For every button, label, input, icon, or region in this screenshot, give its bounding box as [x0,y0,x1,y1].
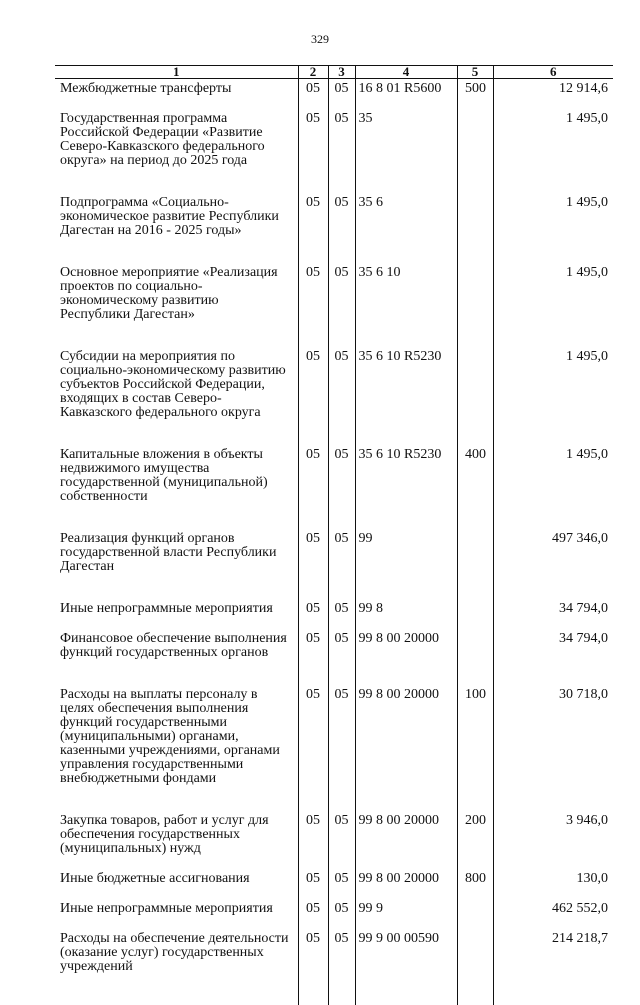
row-subsection: 05 [328,599,355,619]
row-code: 99 8 00 20000 [355,685,457,789]
row-sum: 214 218,7 [493,929,613,977]
row-section: 05 [298,445,328,507]
row-section: 05 [298,599,328,619]
row-kind: 800 [457,869,493,889]
row-subsection: 05 [328,109,355,171]
table-row [55,599,613,619]
row-name: Межбюджетные трансферты [60,81,232,96]
row-section: 05 [298,193,328,241]
row-code: 35 6 10 [355,263,457,325]
row-sum: 12 914,6 [493,79,613,100]
header-col-2: 2 [298,66,328,79]
row-subsection: 05 [328,347,355,423]
row-sum: 130,0 [493,869,613,889]
row-name: Иные бюджетные ассигнования [60,871,250,886]
row-code: 35 [355,109,457,171]
row-kind: 400 [457,445,493,507]
row-subsection: 05 [328,899,355,919]
row-sum: 1 495,0 [493,347,613,423]
row-subsection: 05 [328,685,355,789]
row-section: 05 [298,899,328,919]
row-section: 05 [298,629,328,663]
row-code: 99 9 00 00590 [355,929,457,977]
row-section: 05 [298,529,328,577]
table-row [55,529,613,577]
row-section: 05 [298,929,328,977]
row-section: 05 [298,811,328,859]
table-row [55,899,613,919]
header-col-3: 3 [328,66,355,79]
row-code: 99 8 00 20000 [355,811,457,859]
row-kind [457,629,493,663]
row-name: Закупка товаров, работ и услуг для обеспечения государственных (муниципальных) нужд [60,813,269,856]
row-kind [457,263,493,325]
header-col-1: 1 [55,66,298,79]
row-sum: 30 718,0 [493,685,613,789]
table-row [55,811,613,859]
row-kind [457,599,493,619]
page-number: 329 [311,32,329,46]
row-name: Расходы на обеспечение деятельности (оказание услуг) государственных учреждений [60,931,289,974]
row-subsection: 05 [328,869,355,889]
row-name: Расходы на выплаты персоналу в целях обеспечения выполнения функций государственными (муниципальными) органами, казенными учреждениями, органами управления государственными внебюджетными фондами [60,687,280,786]
row-name: Иные непрограммные мероприятия [60,601,273,616]
row-subsection: 05 [328,79,355,100]
header-col-6: 6 [493,66,613,79]
row-subsection: 05 [328,263,355,325]
row-kind [457,899,493,919]
row-code: 35 6 10 R5230 [355,347,457,423]
row-subsection: 05 [328,629,355,663]
row-kind [457,529,493,577]
table-row [55,193,613,241]
row-section: 05 [298,685,328,789]
row-section: 05 [298,79,328,100]
row-code: 35 6 [355,193,457,241]
row-code: 99 8 00 20000 [355,869,457,889]
row-kind [457,929,493,977]
table-row [55,685,613,789]
table-row [55,869,613,889]
row-name: Подпрограмма «Социально-экономическое развитие Республики Дагестан на 2016 - 2025 годы» [60,195,279,238]
row-name: Капитальные вложения в объекты недвижимого имущества государственной (муниципальной) собственности [60,447,268,504]
header-col-5: 5 [457,66,493,79]
row-code: 99 9 [355,899,457,919]
header-col-4: 4 [355,66,457,79]
row-code: 99 8 00 20000 [355,629,457,663]
row-name: Реализация функций органов государственной власти Республики Дагестан [60,531,277,574]
row-code: 99 8 [355,599,457,619]
row-name: Основное мероприятие «Реализация проектов по социально-экономическому развитию Республики Дагестан» [60,265,278,322]
header-row [55,66,613,79]
row-section: 05 [298,869,328,889]
row-subsection: 05 [328,811,355,859]
row-kind [457,193,493,241]
row-sum: 1 495,0 [493,109,613,171]
table-row [55,109,613,171]
table-row [55,629,613,663]
row-kind: 200 [457,811,493,859]
table-row [55,347,613,423]
row-kind: 500 [457,79,493,100]
row-name: Иные непрограммные мероприятия [60,901,273,916]
row-sum: 3 946,0 [493,811,613,859]
row-name: Субсидии на мероприятия по социально-экономическому развитию субъектов Российской Федерации, входящих в состав Северо-Кавказского федерального округа [60,349,286,420]
row-sum: 497 346,0 [493,529,613,577]
table-row [55,79,613,100]
table-row [55,929,613,977]
row-kind [457,109,493,171]
row-sum: 1 495,0 [493,193,613,241]
row-subsection: 05 [328,529,355,577]
row-code: 16 8 01 R5600 [355,79,457,100]
row-code: 35 6 10 R5230 [355,445,457,507]
row-sum: 34 794,0 [493,599,613,619]
row-kind: 100 [457,685,493,789]
row-section: 05 [298,347,328,423]
row-subsection: 05 [328,193,355,241]
table-row [55,263,613,325]
table-row [55,445,613,507]
row-kind [457,347,493,423]
row-section: 05 [298,109,328,171]
row-sum: 1 495,0 [493,263,613,325]
row-sum: 462 552,0 [493,899,613,919]
row-name: Финансовое обеспечение выполнения функций государственных органов [60,631,287,660]
row-code: 99 [355,529,457,577]
budget-table [55,65,613,1005]
row-subsection: 05 [328,929,355,977]
row-section: 05 [298,263,328,325]
row-name: Государственная программа Российской Федерации «Развитие Северо-Кавказского федерального округа» на период до 2025 года [60,111,265,168]
row-subsection: 05 [328,445,355,507]
row-sum: 34 794,0 [493,629,613,663]
row-sum: 1 495,0 [493,445,613,507]
